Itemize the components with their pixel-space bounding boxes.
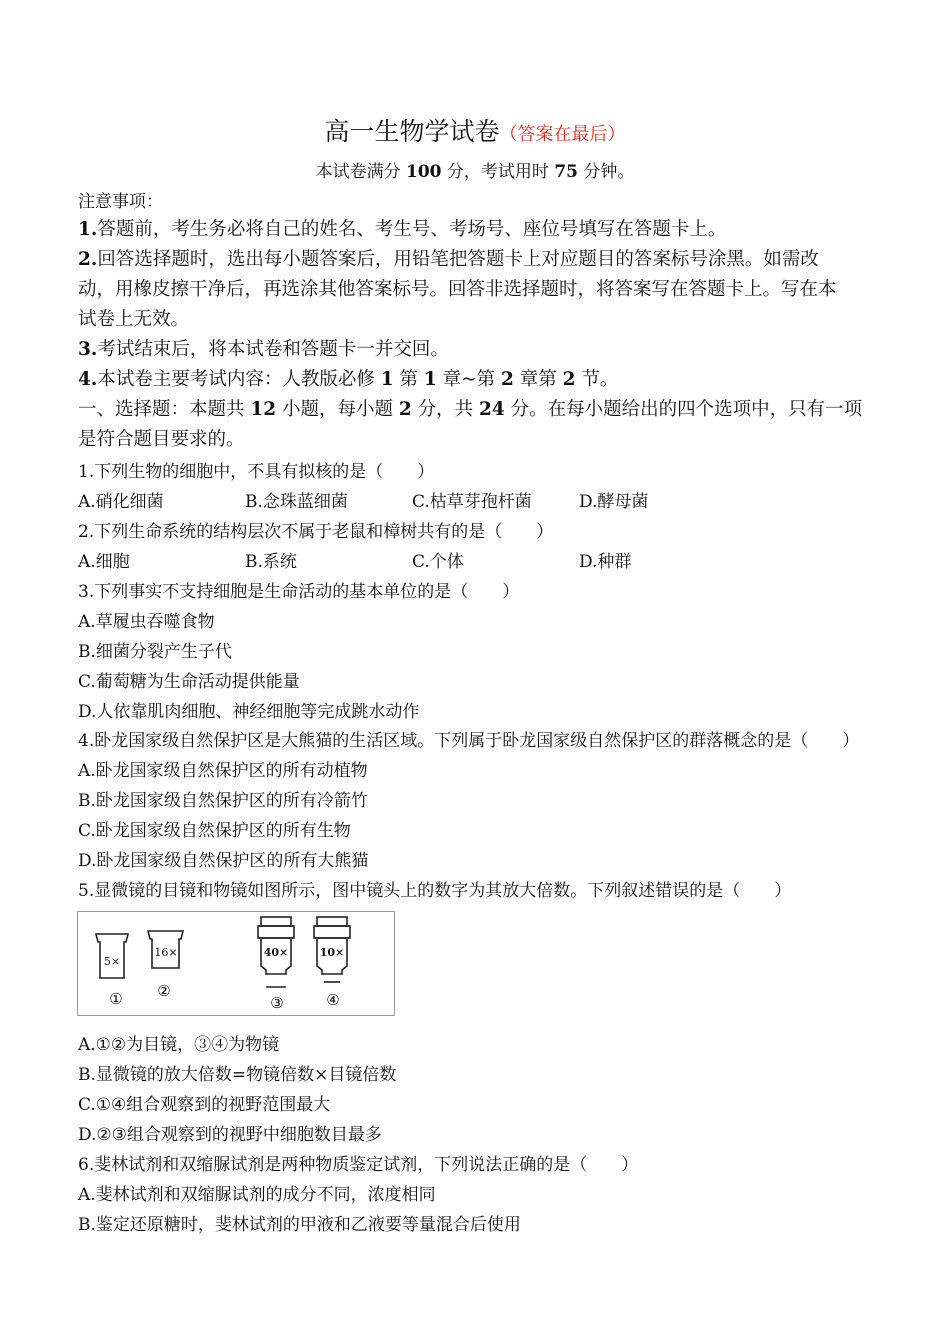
option-a: A.卧龙国家级自然保护区的所有动植物 <box>78 761 368 781</box>
option-c: C.葡萄糖为生命活动提供能量 <box>78 672 300 692</box>
item-number: 1. <box>78 219 98 240</box>
question-1-stem: 1.下列生物的细胞中，不具有拟核的是（ ） <box>78 462 435 482</box>
section-bold: 2 <box>398 399 412 420</box>
section-text: 小题，每小题 <box>276 399 399 420</box>
option-d: D.卧龙国家级自然保护区的所有大熊猫 <box>78 851 369 871</box>
objective-cap-3 <box>261 917 291 926</box>
title-main: 高一生物学试卷 <box>324 117 500 146</box>
option-a: A.斐林试剂和双缩脲试剂的成分不同，浓度相同 <box>78 1185 436 1205</box>
lens-mag-3: 40× <box>263 946 289 959</box>
option-a: A.硝化细菌 <box>78 492 164 512</box>
item-text: 考试结束后，将本试卷和答题卡一并交回。 <box>97 339 449 360</box>
lens-label-1: ① <box>109 990 123 1008</box>
exam-info-text: 本试卷满分 <box>315 162 406 182</box>
section-text: 一、选择题：本题共 <box>78 399 251 420</box>
question-5-stem: 5.显微镜的目镜和物镜如图所示，图中镜头上的数字为其放大倍数。下列叙述错误的是（ ） <box>78 881 792 901</box>
lens-diagram <box>78 912 394 1015</box>
option-b: B.细菌分裂产生子代 <box>78 642 232 662</box>
item-text: 节。 <box>575 369 619 390</box>
exam-info <box>0 157 950 182</box>
section-heading-cont: 是符合题目要求的。 <box>78 429 245 450</box>
option-a: A.①②为目镜，③④为物镜 <box>78 1035 280 1055</box>
option-c: C.①④组合观察到的视野范围最大 <box>78 1095 331 1115</box>
lens-label-4: ④ <box>326 991 340 1009</box>
lens-mag-1: 5× <box>103 955 121 968</box>
option-b: B.念珠蓝细菌 <box>245 492 348 512</box>
item-number: 2. <box>78 249 98 270</box>
question-6-stem: 6.斐林试剂和双缩脲试剂是两种物质鉴定试剂，下列说法正确的是（ ） <box>78 1155 639 1175</box>
question-2-options <box>78 547 878 571</box>
item-number: 3. <box>78 339 98 360</box>
objective-collar-3 <box>258 926 294 938</box>
item-text: 答题前，考生务必将自己的姓名、考生号、考场号、座位号填写在答题卡上。 <box>97 219 727 240</box>
item-number: 4. <box>78 369 98 390</box>
option-a: A.草履虫吞噬食物 <box>78 612 215 632</box>
notice-item-2-cont: 试卷上无效。 <box>78 309 190 330</box>
notice-item-1 <box>78 215 878 241</box>
lens-mag-4: 10× <box>319 946 345 959</box>
question-1-options <box>78 487 878 511</box>
exam-duration: 75 <box>554 162 578 182</box>
item-text: 章~第 <box>436 369 501 390</box>
section-text: 分。在每小题给出的四个选项中，只有一项 <box>504 399 863 420</box>
question-4-stem: 4.卧龙国家级自然保护区是大熊猫的生活区域。下列属于卧龙国家级自然保护区的群落概念的是（ ） <box>78 731 860 751</box>
section-bold: 24 <box>479 399 505 420</box>
exam-info-text: 分，考试用时 <box>441 162 555 182</box>
lens-label-3: ③ <box>270 994 284 1012</box>
section-bold: 12 <box>250 399 277 420</box>
question-3-stem: 3.下列事实不支持细胞是生命活动的基本单位的是（ ） <box>78 582 520 602</box>
lens-mag-2: 16× <box>154 946 178 959</box>
section-text: 分，共 <box>411 399 480 420</box>
option-d: D.②③组合观察到的视野中细胞数目最多 <box>78 1125 382 1145</box>
item-bold: 1 <box>380 369 394 390</box>
notice-item-4 <box>78 365 878 391</box>
option-d: D.酵母菌 <box>579 492 649 512</box>
section-heading <box>78 395 878 421</box>
exam-info-text: 分钟。 <box>577 162 635 182</box>
microscope-lens-figure <box>77 911 395 1016</box>
option-b: B.鉴定还原糖时，斐林试剂的甲液和乙液要等量混合后使用 <box>78 1215 521 1235</box>
notice-item-2 <box>78 245 878 271</box>
option-b: B.显微镜的放大倍数=物镜倍数×目镜倍数 <box>78 1065 397 1085</box>
item-bold: 2 <box>501 369 514 390</box>
notice-heading: 注意事项： <box>78 192 163 212</box>
option-a: A.细胞 <box>78 552 130 572</box>
notice-item-3 <box>78 335 878 361</box>
option-d: D.种群 <box>579 552 632 572</box>
lens-label-2: ② <box>157 982 171 1000</box>
item-bold: 2 <box>562 369 576 390</box>
option-d: D.人依靠肌肉细胞、神经细胞等完成跳水动作 <box>78 702 420 722</box>
objective-cap-4 <box>317 917 347 926</box>
option-b: B.卧龙国家级自然保护区的所有冷箭竹 <box>78 791 368 811</box>
question-2-stem: 2.下列生命系统的结构层次不属于老鼠和樟树共有的是（ ） <box>78 522 554 542</box>
item-text: 章第 <box>513 369 563 390</box>
item-text: 回答选择题时，选出每小题答案后，用铅笔把答题卡上对应题目的答案标号涂黑。如需改 <box>97 249 819 270</box>
option-c: C.卧龙国家级自然保护区的所有生物 <box>78 821 351 841</box>
title-answer-note: （答案在最后） <box>499 124 626 145</box>
option-c: C.个体 <box>412 552 464 572</box>
full-score: 100 <box>406 162 442 182</box>
item-text: 第 <box>393 369 424 390</box>
item-bold: 1 <box>423 369 437 390</box>
page-title <box>0 112 950 148</box>
option-b: B.系统 <box>245 552 297 572</box>
option-c: C.枯草芽孢杆菌 <box>412 492 532 512</box>
notice-item-2-cont: 动，用橡皮擦干净后，再选涂其他答案标号。回答非选择题时，将答案写在答题卡上。写在本 <box>78 279 837 300</box>
objective-collar-4 <box>314 926 350 938</box>
item-text: 本试卷主要考试内容：人教版必修 <box>97 369 381 390</box>
